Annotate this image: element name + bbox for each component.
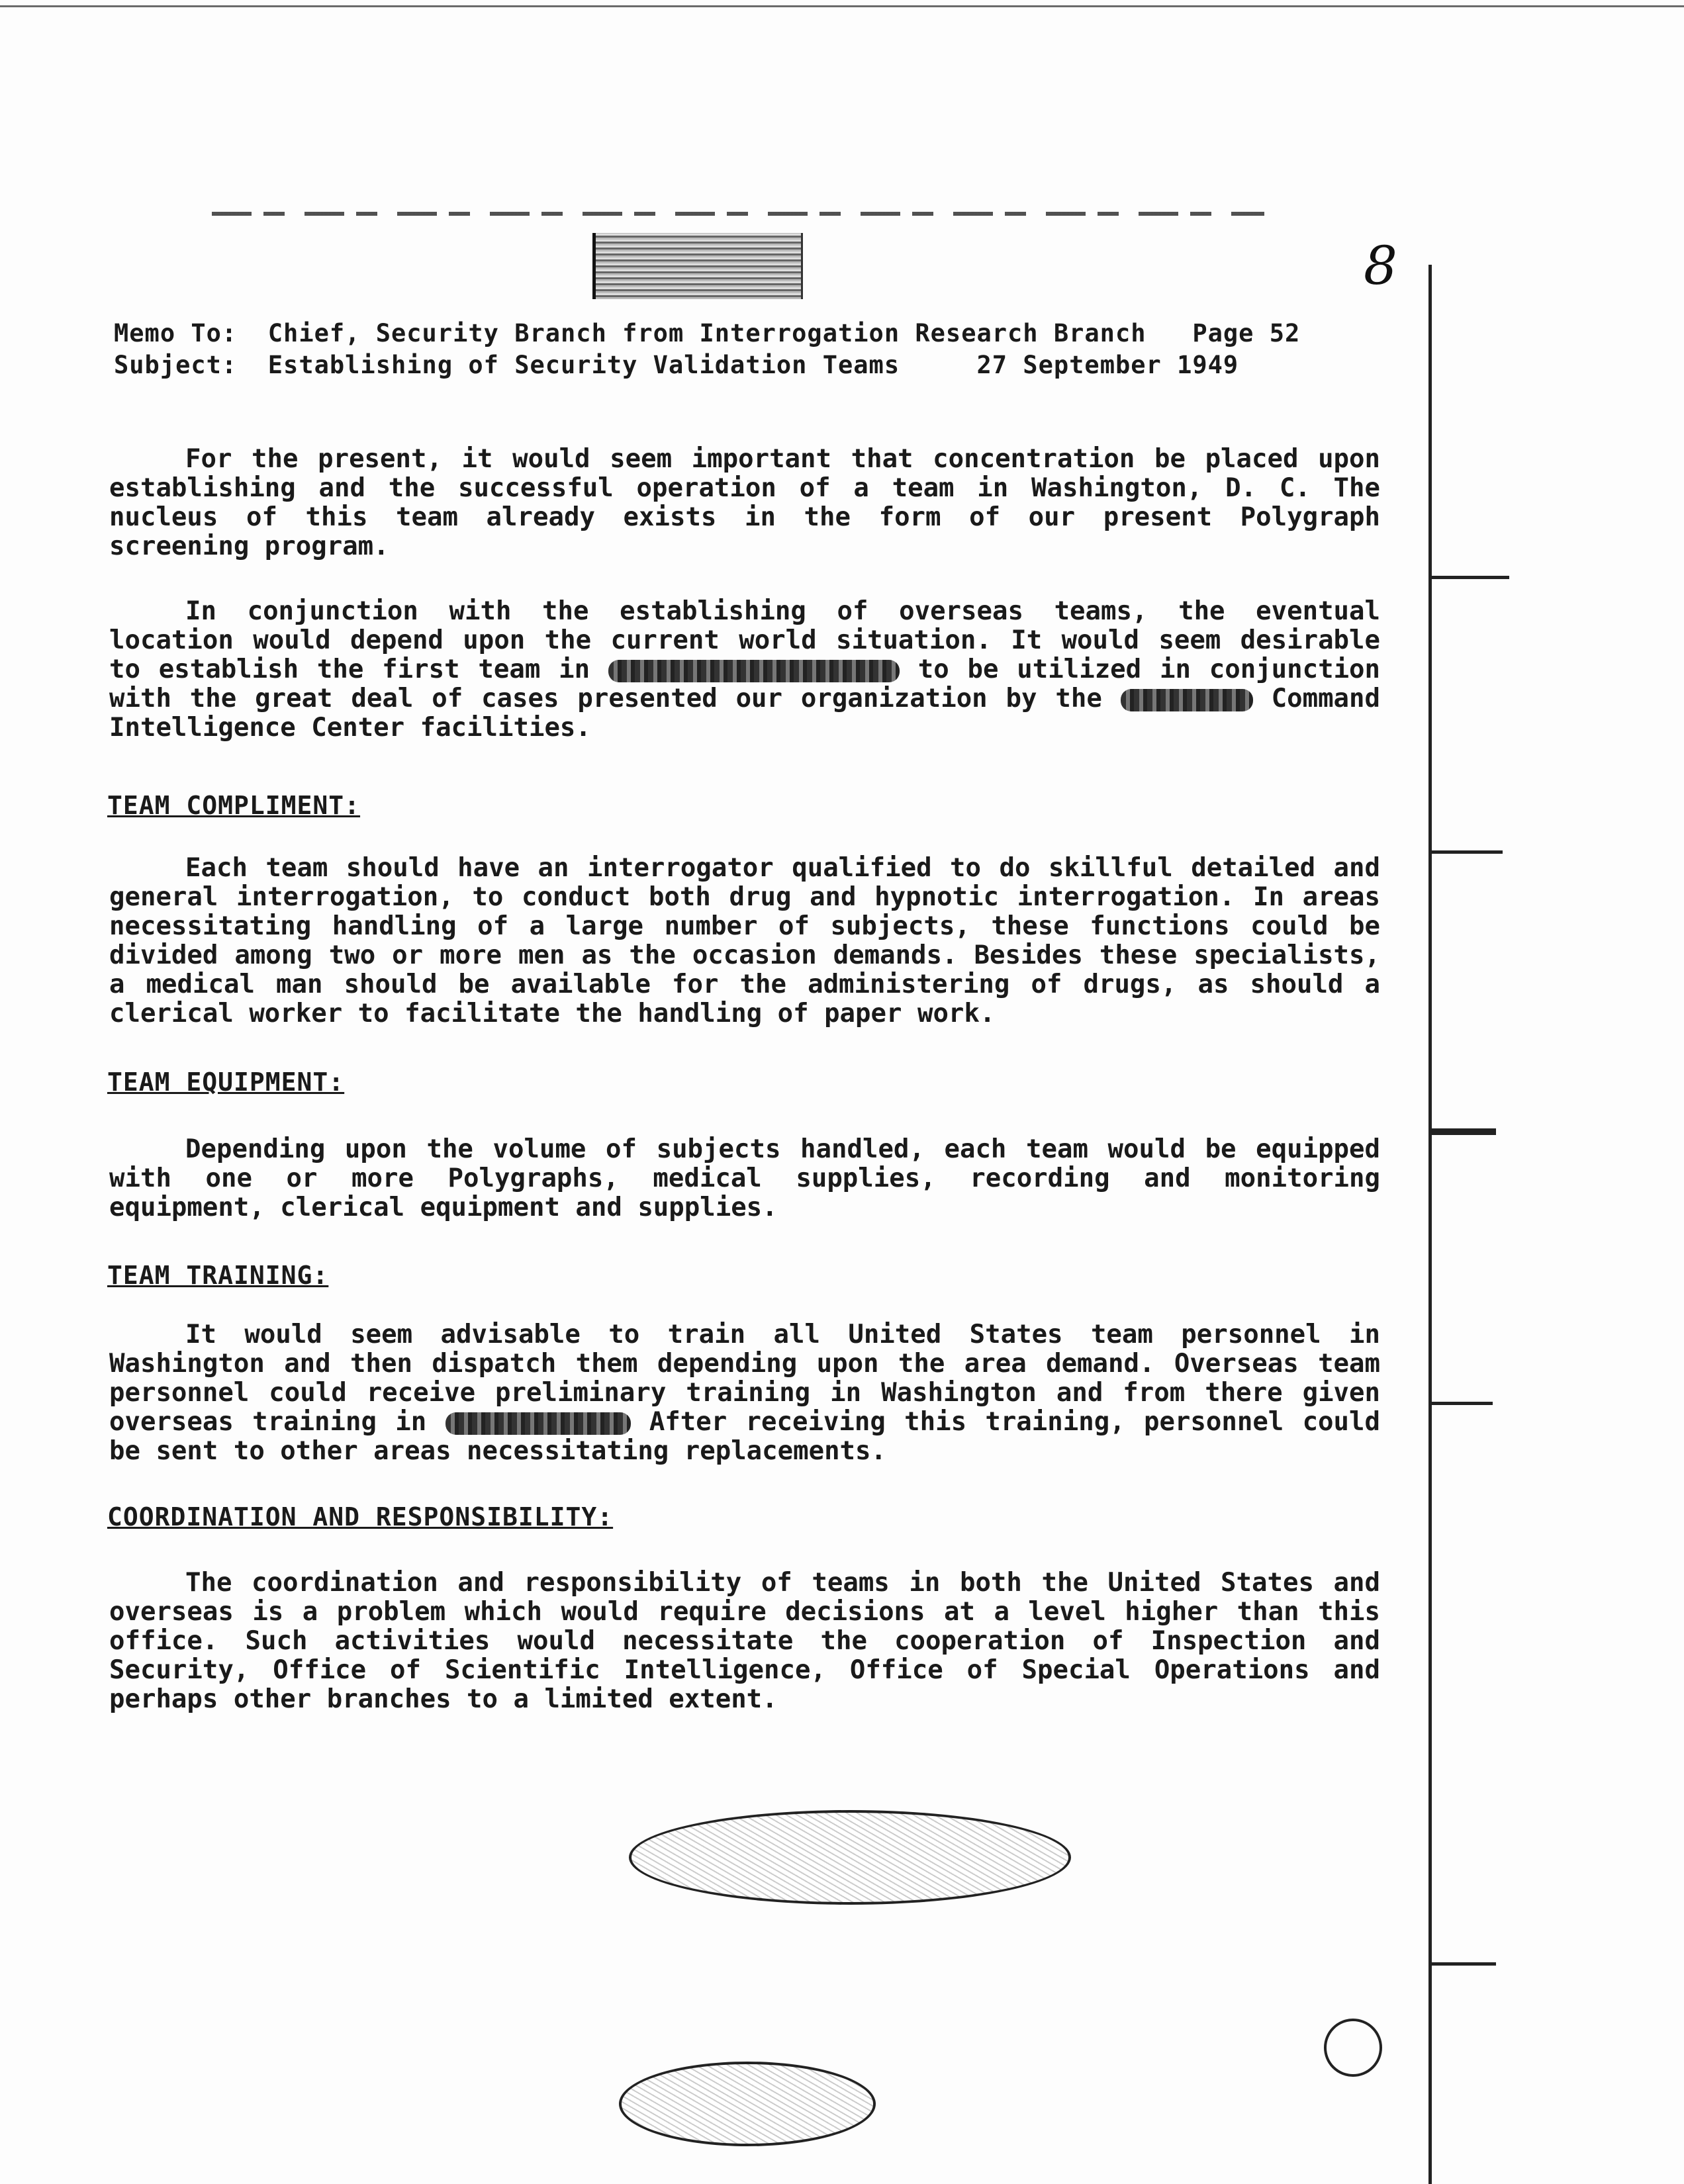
- section-text-equipment: Depending upon the volume of subjects handled, each team would be equipped with one or more Polygraphs, medical supplies, recording and monitoring equipment, clerical equipment and supplies.: [109, 1134, 1380, 1222]
- section-text-training: [109, 1320, 1380, 1466]
- edge-mark: [1430, 1962, 1496, 1966]
- redaction-blot: [629, 1810, 1071, 1905]
- subject-label: Subject:: [114, 351, 238, 379]
- redacted-header-line: [212, 212, 1264, 216]
- paragraph-text: In conjunction with the establishing of overseas teams, the eventual location would depend upon the current world situation. It would seem desirable to establish the first team in: [109, 596, 1380, 684]
- scan-right-edge: [1428, 265, 1432, 2184]
- redaction-block-top: [592, 233, 803, 299]
- page-label: Page 52: [1192, 319, 1301, 347]
- paragraph-intro-1: For the present, it would seem important that concentration be placed upon establishing and the successful operation of a team in Washington, D. C. The nucleus of this team already exists in the form of our present Polygraph screening program.: [109, 444, 1380, 561]
- page-mark: 8: [1364, 235, 1397, 296]
- subject-value: Establishing of Security Validation Teams: [267, 351, 900, 379]
- section-heading-equipment: TEAM EQUIPMENT:: [107, 1068, 345, 1097]
- stamp-mark: [1324, 2019, 1382, 2077]
- redaction-blot: [619, 2062, 876, 2146]
- paragraph-intro-2: [109, 597, 1380, 743]
- edge-mark: [1430, 1402, 1493, 1405]
- redaction-inline: [445, 1412, 631, 1435]
- paragraph-text: It would seem advisable to train all United States team personnel in Washington and then dispatch them depending upon the area demand. Overseas team personnel could receive preliminary training in Washington and from there given overseas training in: [109, 1320, 1380, 1437]
- edge-mark: [1430, 850, 1503, 854]
- section-text-coordination: The coordination and responsibility of teams in both the United States and overseas is a problem which would require decisions at a level higher than this office. Such activities would necessitate the cooperation of Inspection and Security, Office of Scientific Intelligence, Office of Special Operations and perhaps other branches to a limited extent.: [109, 1568, 1380, 1714]
- edge-mark: [1430, 1128, 1496, 1135]
- memo-recipient: Chief, Security Branch from Interrogation Research Branch: [267, 319, 1146, 347]
- section-heading-training: TEAM TRAINING:: [107, 1261, 329, 1290]
- paragraph-text: Command Intelligence Center facilities.: [109, 684, 1380, 743]
- edge-mark: [1430, 576, 1509, 579]
- paragraph-text: to be utilized in conjunction with the great deal of cases presented our organization by the: [109, 655, 1381, 713]
- section-text-compliment: Each team should have an interrogator qualified to do skillful detailed and general interrogation, to conduct both drug and hypnotic interrogation. In areas necessitating handling of a large number of subjects, these functions could be divided among two or more men as the occasion demands. Besides these specialists, a medical man should be available for the administering of drugs, as should a clerical worker to facilitate the handling of paper work.: [109, 853, 1380, 1028]
- scan-top-border: [0, 5, 1684, 7]
- memo-date: 27 September 1949: [976, 351, 1239, 379]
- redaction-inline: [608, 660, 900, 682]
- section-heading-coordination: COORDINATION AND RESPONSIBILITY:: [107, 1502, 614, 1531]
- memo-header: [114, 318, 1358, 381]
- memo-label: Memo To:: [114, 319, 238, 347]
- section-heading-compliment: TEAM COMPLIMENT:: [107, 791, 361, 820]
- redaction-inline: [1121, 689, 1253, 711]
- paragraph-text: After receiving this training, personnel could be sent to other areas necessitating replacements.: [109, 1407, 1380, 1466]
